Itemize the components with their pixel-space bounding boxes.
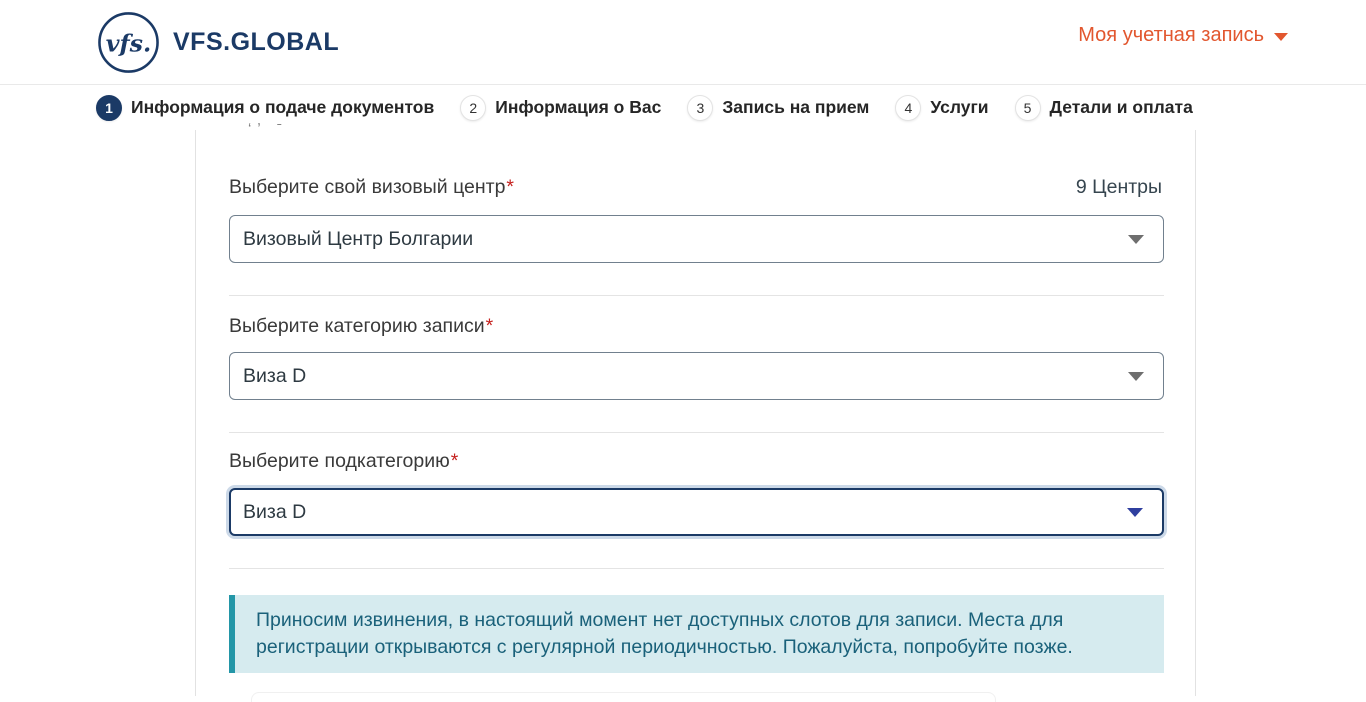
step-label: Информация о Вас	[495, 97, 662, 117]
step-number: 1	[96, 95, 122, 121]
step-3-appointment[interactable]	[687, 95, 869, 121]
visa-centre-select-value: Визовый Центр Болгарии	[243, 227, 474, 250]
next-section-edge	[251, 692, 996, 702]
category-select[interactable]	[229, 352, 1164, 400]
chevron-down-icon	[1128, 235, 1144, 244]
header	[0, 0, 1366, 85]
section-divider	[229, 295, 1164, 296]
centres-count: 9 Центры	[1075, 176, 1162, 198]
no-slots-alert	[229, 595, 1164, 673]
brand-title: VFS.GLOBAL	[173, 28, 340, 56]
step-label: Запись на прием	[722, 97, 870, 117]
section-divider	[229, 432, 1164, 433]
visa-centre-select[interactable]	[229, 215, 1164, 263]
step-number: 5	[1015, 95, 1041, 121]
step-label: Детали и оплата	[1049, 97, 1193, 117]
progress-stepper	[0, 85, 1366, 130]
step-5-details-payment[interactable]	[1015, 95, 1193, 121]
no-slots-alert-text: Приносим извинения, в настоящий момент нет доступных слотов для записи. Места для регистрации открываются с регулярной периодичностью. Пожалуйста, попробуйте позже.	[256, 609, 1073, 658]
vfs-logo	[97, 11, 339, 74]
svg-text:vfs.: vfs.	[105, 29, 152, 58]
step-4-services[interactable]	[895, 95, 988, 121]
step-number: 3	[687, 95, 713, 121]
subcategory-select-value: Виза D	[243, 500, 307, 523]
visa-centre-label: Выберите свой визовый центр*	[229, 176, 515, 198]
required-asterisk: *	[485, 315, 494, 337]
chevron-down-icon	[1127, 508, 1143, 517]
vfs-logo-icon	[97, 11, 160, 74]
step-label: Услуги	[930, 97, 989, 117]
step-1-document-info[interactable]	[96, 95, 434, 121]
category-label: Выберите категорию записи*	[229, 315, 494, 337]
subcategory-select[interactable]	[229, 488, 1164, 536]
account-menu[interactable]	[1078, 24, 1288, 47]
clipped-scrolled-text: ʻʼ ˉ	[248, 121, 288, 138]
step-2-your-info[interactable]	[460, 95, 661, 121]
section-divider	[229, 568, 1164, 569]
chevron-down-icon	[1274, 33, 1288, 41]
account-menu-label: Моя учетная запись	[1078, 24, 1264, 46]
chevron-down-icon	[1128, 372, 1144, 381]
main-content	[0, 121, 1366, 696]
step-label: Информация о подаче документов	[131, 97, 435, 117]
step-number: 2	[460, 95, 486, 121]
required-asterisk: *	[506, 176, 515, 198]
subcategory-label: Выберите подкатегорию*	[229, 450, 459, 472]
appointment-form-card	[195, 121, 1196, 696]
step-number: 4	[895, 95, 921, 121]
category-select-value: Виза D	[243, 364, 307, 387]
required-asterisk: *	[450, 450, 459, 472]
